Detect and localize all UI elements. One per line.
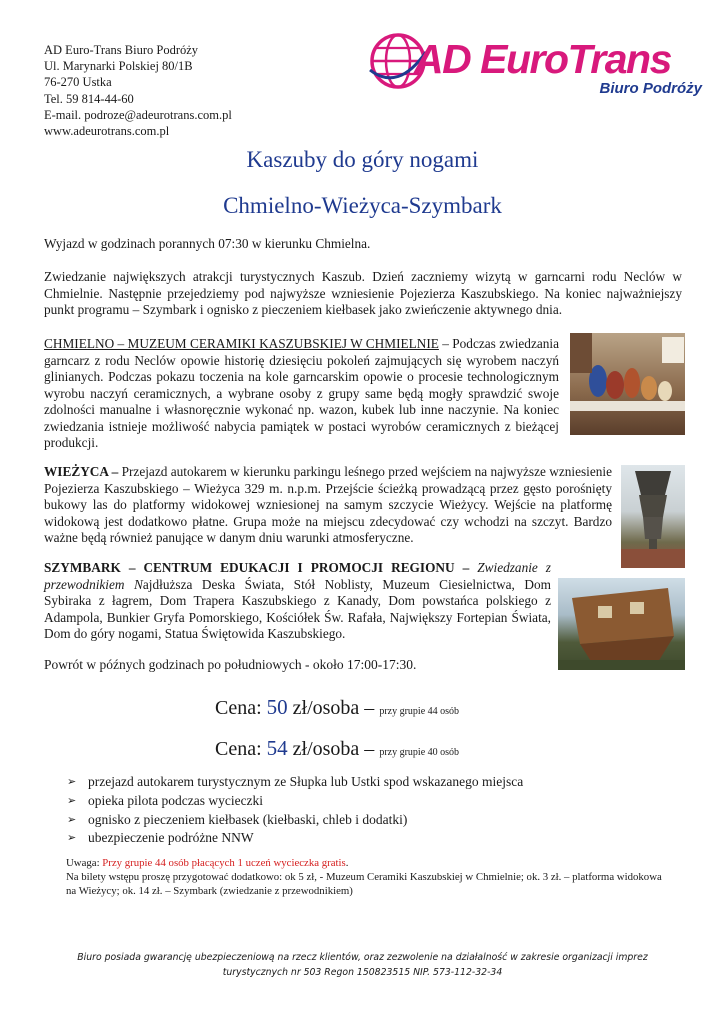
- logo-brand-text: AD EuroTrans: [414, 36, 671, 82]
- footer-line-2: turystycznych nr 503 Regon 150823515 NIP. 573-112-32-34: [222, 967, 503, 978]
- notes-dot: .: [345, 857, 349, 869]
- price-label: Cena:: [215, 697, 267, 719]
- list-item-text: przejazd autokarem turystycznym ze Słupka lub Ustki spod wskazanego miejsca: [88, 774, 524, 789]
- discount-note: [66, 856, 666, 870]
- list-item-text: ubezpieczenie podróżne NNW: [88, 830, 254, 846]
- price-unit: zł/osoba –: [287, 738, 380, 760]
- list-item: [67, 773, 523, 792]
- page-subtitle: Chmielno-Wieżyca-Szymbark: [223, 193, 502, 218]
- notes-block: [66, 856, 666, 899]
- company-logo: [368, 30, 704, 110]
- section-chmielno: [44, 336, 559, 452]
- section-szymbark-heading: SZYMBARK – CENTRUM EDUKACJI I PROMOCJI REGIONU –: [44, 560, 470, 575]
- discount-highlight: Przy grupie 44 osób płacących 1 uczeń wycieczka gratis: [102, 857, 346, 869]
- arrow-bullet-icon: ➢: [67, 776, 77, 788]
- price-amount: 50: [266, 695, 288, 719]
- upside-down-house-photo: [558, 578, 685, 670]
- departure-text: Wyjazd w godzinach porannych 07:30 w kierunku Chmielna.: [44, 236, 371, 251]
- company-website[interactable]: www.adeurotrans.com.pl: [44, 124, 170, 139]
- section-szymbark-text: ajdłuższa Deska Świata, Stół Noblisty, Muzeum Ciesielnictwa, Dom Sybiraka z łagrem, Dom Trapera Kaszubskiego z Kanady, Dom powstańca polskiego z Adampola, Bunkier Gryfa Pomorskiego, Kościółek Św. Rafała, Największy Fortepian Świata, Dom do góry nogami, Statua Świętowida Kaszubskiego.: [44, 576, 551, 641]
- price-amount: 54: [266, 736, 288, 760]
- notes-label: Uwaga:: [66, 857, 103, 869]
- price-label: Cena:: [215, 738, 267, 760]
- company-city: 76-270 Ustka: [44, 75, 112, 90]
- section-wiezyca-heading: WIEŻYCA –: [44, 464, 119, 479]
- page-title: Kaszuby do góry nogami: [246, 147, 479, 172]
- price-option-40: [215, 736, 459, 761]
- section-szymbark: [44, 560, 551, 643]
- section-wiezyca-text: Przejazd autokarem w kierunku parkingu leśnego przed wejściem na najwyższe wzniesienie Pojezierza Kaszubskiego – Wieżyca 329 m. n.p.m. Przejście ścieżką prowadzącą przez gęsto porośnięty bukowy las do platformy widokowej wzniesionej na samym szczycie Wieżycy. Wejście na platformę widokową jest dodatkowo płatne. Grupa może na miejscu zdecydować czy wchodzi na szczyt. Bardzo ważne będą również panujące w danym dniu warunki atmosferyczne.: [44, 464, 612, 545]
- company-phone: Tel. 59 814-44-60: [44, 91, 134, 106]
- price-note: przy grupie 40 osób: [379, 747, 460, 758]
- section-chmielno-heading: CHMIELNO – MUZEUM CERAMIKI KASZUBSKIEJ W CHMIELNIE: [44, 336, 439, 351]
- intro-text: Zwiedzanie największych atrakcji turystycznych Kaszub. Dzień zaczniemy wizytą w garncarni rodu Neclów w Chmielnie. Następnie przejedziemy pod najwyższe wzniesienie Pojezierza Kaszubskiego. Na koniec najważniejszy punkt programu – Szymbark i ognisko z pieczeniem kiełbasek jako zwieńczenie aktywnego dnia.: [44, 269, 682, 317]
- arrow-bullet-icon: ➢: [67, 794, 77, 807]
- tickets-note: Na bilety wstępu proszę przygotować dodatkowo: ok 5 zł, - Muzeum Ceramiki Kaszubskiej w Chmielnie; ok. 3 zł. – platforma widokowa na Wieżycy; ok. 14 zł. – Szymbark (zwiedzanie z przewodnikiem): [66, 871, 662, 898]
- price-option-44: [215, 695, 459, 720]
- list-item: [67, 792, 523, 811]
- price-note: przy grupie 44 osób: [379, 706, 460, 717]
- wiezyca-tower-photo: [621, 465, 685, 568]
- return-text: Powrót w późnych godzinach po południowych - około 17:00-17:30.: [44, 657, 417, 672]
- footer-line-1: Biuro posiada gwarancję ubezpieczeniową na rzecz klientów, oraz zezwolenie na działalność w zakresie organizacji imprez: [77, 952, 648, 963]
- price-unit: zł/osoba –: [287, 697, 380, 719]
- arrow-bullet-icon: ➢: [67, 832, 77, 845]
- logo-subtitle: Biuro Podróży: [599, 80, 702, 97]
- section-wiezyca: [44, 464, 612, 547]
- list-item: [67, 829, 523, 848]
- company-name: AD Euro-Trans Biuro Podróży: [44, 43, 199, 57]
- section-chmielno-text: – Podczas zwiedzania garncarz z rodu Neclów opowie historię dziesięciu pokoleń zajmujących się wyrobem naczyń glinianych. Podczas pokazu toczenia na kole garncarskim opowie o procesie technologicznym wyrobu naczyń ceramicznych, a wybrane osoby z grupy same będą mogły sprawdzić swoje zdolności manualne i własnoręcznie wykonać np. wazon, kubek lub inne naczynie. Na koniec zwiedzania istnieje możliwość nabycia pamiątek w postaci wyrobów ceramicznych z bieżącej produkcji.: [44, 336, 559, 450]
- footer: [40, 950, 685, 980]
- list-item-text: ognisko z pieczeniem kiełbasek (kiełbaski, chleb i dodatki): [88, 811, 408, 827]
- list-item-text: opieka pilota podczas wycieczki: [88, 792, 264, 808]
- company-street: Ul. Marynarki Polskiej 80/1B: [44, 59, 193, 74]
- arrow-bullet-icon: ➢: [67, 813, 77, 826]
- section-szymbark-guide: Zwiedzanie z przewodnikiem N: [44, 560, 551, 592]
- company-email[interactable]: E-mail. podroze@adeurotrans.com.pl: [44, 107, 232, 122]
- ceramics-museum-photo: [570, 333, 685, 435]
- list-item: [67, 811, 523, 830]
- company-contact-block: [44, 42, 232, 139]
- included-list: [67, 773, 523, 848]
